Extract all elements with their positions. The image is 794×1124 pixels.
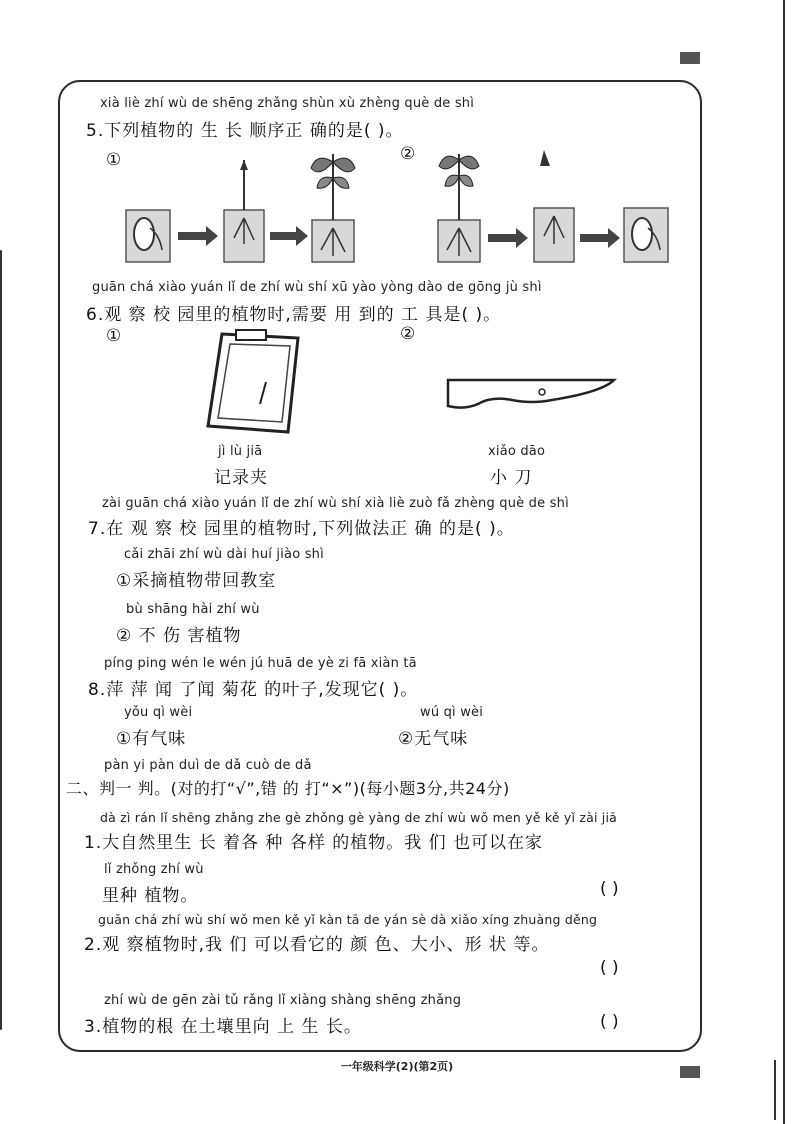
judge-2-pinyin: guān chá zhí wù shí wǒ men kě yǐ kàn tā de yán sè dà xiǎo xíng zhuàng děng [98,912,598,927]
q6-item-2-pinyin: xiǎo dāo [488,444,546,459]
q7-option-1-pinyin: cǎi zhāi zhí wù dài huí jiào shì [124,547,324,562]
q5-option-1-growth-sequence [120,148,360,268]
q6-item-1-pinyin: jì lù jiā [218,444,263,459]
q8-text: 8.萍 萍 闻 了闻 菊花 的叶子,发现它( )。 [88,680,419,700]
judge-3-answer-box[interactable]: ( ) [600,1012,619,1032]
q5-option-1-label: ① [106,150,122,170]
q6-pinyin: guān chá xiào yuán lǐ de zhí wù shí xū yào yòng dào de gōng jù shì [92,280,542,295]
section-2-title: 二、判一 判。(对的打“√”,错 的 打“×”)(每小题3分,共24分) [66,779,510,798]
q7-option-2: ② 不 伤 害植物 [116,626,242,646]
judge-2-answer-box[interactable]: ( ) [600,958,619,978]
page-footer: 一年级科学(2)(第2页) [340,1060,454,1073]
judge-3-pinyin: zhí wù de gēn zài tǔ rǎng lǐ xiàng shàng shēng zhǎng [104,993,462,1008]
q5-option-2-growth-sequence [432,142,680,268]
q7-pinyin: zài guān chá xiào yuán lǐ de zhí wù shí xià liè zuò fǎ zhèng què de shì [102,496,569,511]
judge-3-text: 3.植物的根 在土壤里向 上 生 长。 [84,1017,362,1037]
pocket-knife-icon [442,370,622,414]
q6-text: 6.观 察 校 园里的植物时,需要 用 到的 工 具是( )。 [86,305,502,325]
q6-option-2-label: ② [400,324,416,344]
q6-item-1-label: 记录夹 [214,468,268,488]
q5-option-2-label: ② [400,144,416,164]
q8-option-2-pinyin: wú qì wèi [420,705,484,720]
q8-option-1-pinyin: yǒu qì wèi [124,705,193,720]
judge-1-pinyin-line-2: lǐ zhǒng zhí wù [104,862,204,877]
section-2-pinyin: pàn yi pàn duì de dǎ cuò de dǎ [104,758,312,773]
judge-1-text: 1.大自然里生 长 着各 种 各样 的植物。我 们 也可以在家 [84,833,544,853]
judge-1-answer-box[interactable]: ( ) [600,879,619,899]
judge-2-text: 2.观 察植物时,我 们 可以看它的 颜 色、大小、形 状 等。 [84,935,550,955]
q5-pinyin: xià liè zhí wù de shēng zhǎng shùn xù zhèng què de shì [100,96,475,111]
q8-pinyin: píng ping wén le wén jú huā de yè zi fā xiàn tā [104,656,417,671]
q7-text: 7.在 观 察 校 园里的植物时,下列做法正 确 的是( )。 [88,519,515,539]
judge-1-text-line-2: 里种 植物。 [102,886,199,906]
q8-option-2: ②无气味 [398,729,469,749]
q7-option-1: ①采摘植物带回教室 [116,571,277,591]
scan-mark-top [680,52,700,64]
q5-text: 5.下列植物的 生 长 顺序正 确的是( )。 [86,121,404,141]
clipboard-icon [200,326,310,438]
q6-option-1-label: ① [106,326,122,346]
page-edge-right [783,0,785,1124]
judge-1-pinyin: dà zì rán lǐ shēng zhǎng zhe gè zhǒng gè yàng de zhí wù wǒ men yě kě yǐ zài jiā [100,810,618,825]
page-edge-left [0,250,2,1030]
q8-option-1: ①有气味 [116,729,187,749]
q6-item-2-label: 小 刀 [490,468,533,488]
q7-option-2-pinyin: bù shāng hài zhí wù [126,602,260,617]
